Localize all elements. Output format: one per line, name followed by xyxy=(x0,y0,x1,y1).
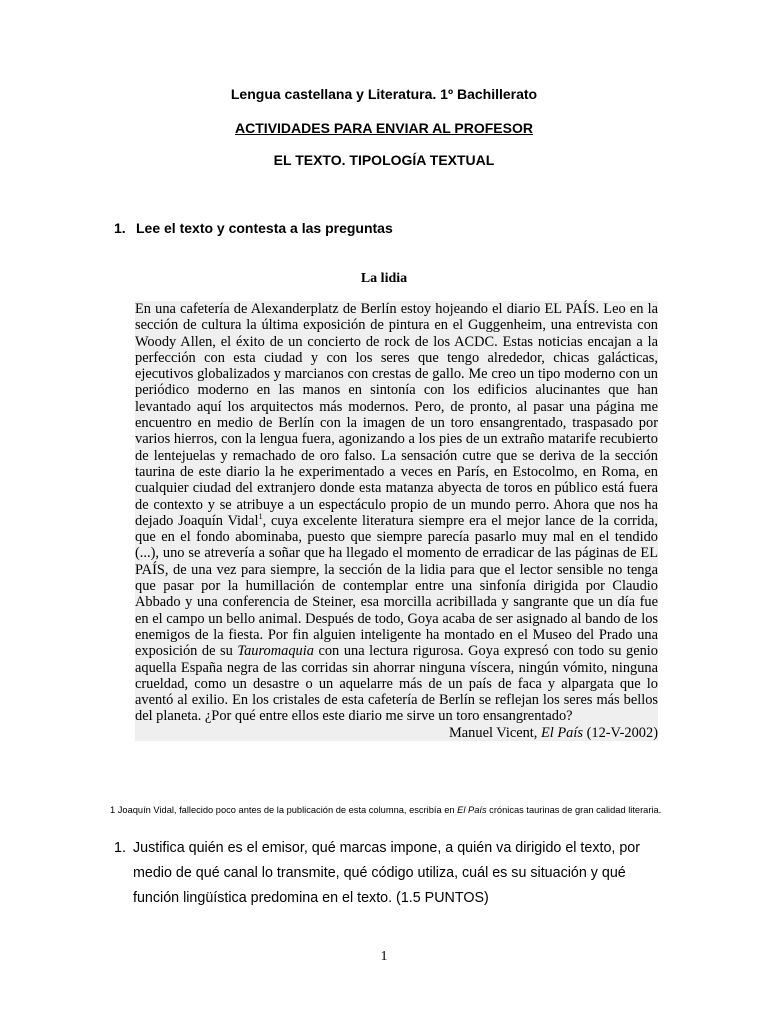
signature-date: (12-V-2002) xyxy=(582,724,658,741)
footnote xyxy=(110,804,690,817)
course-title: Lengua castellana y Literatura. 1º Bachillerato xyxy=(230,86,538,102)
question-1-prompt: Lee el texto y contesta a las preguntas xyxy=(136,220,393,236)
footnote-tail: crónicas taurinas de gran calidad literaria. xyxy=(486,805,662,815)
work-title: Tauromaquia xyxy=(237,643,314,660)
passage-part-2: , cuya excelente literatura siempre era el mejor lance de la corrida, que en el fondo abominaba, puesto que siempre parecía pasarlo muy mal en el tendido (...), uno se atrevería a soñar que ha llegado el momento de erradicar de las páginas de EL PAÍS, de una vez para siempre, la sección de la lidia para que el lector sensible no tenga que pasar por la humillación de contemplar entre una sinfonía dirigida por Claudio Abbado y una conferencia de Steiner, esa morcilla acribillada y sangrante que un día fue en el campo un bello animal. Después de todo, Goya acaba de ser asignado al bando de los enemigos de la fiesta. Por fin alguien inteligente ha montado en el Museo del Prado una exposición de su xyxy=(135,512,659,660)
signature-newspaper: El País xyxy=(541,724,583,741)
page-number: 1 xyxy=(380,949,388,964)
task-1-text: Justifica quién es el emisor, qué marcas impone, a quién va dirigido el texto, por medio de qué canal lo transmite, qué código utiliza, cuál es su situación y qué función lingüística predomina en el texto. (1.5 PUNTOS) xyxy=(133,840,641,906)
subject-heading: EL TEXTO. TIPOLOGÍA TEXTUAL xyxy=(273,152,495,168)
question-1 xyxy=(114,220,393,236)
signature xyxy=(135,725,658,741)
passage-body xyxy=(135,301,658,725)
passage-part-1: En una cafetería de Alexanderplatz de Berlín estoy hojeando el diario EL PAÍS. Leo en la sección de cultura la última exposición de pintura en el Guggenheim, una entrevista con Woody Allen, el éxito de un concierto de rock de los ACDC. Estas noticias encajan a la perfección con esta ciudad y con los seres que tengo alrededor, chicas galácticas, ejecutivos globalizados y marcianos con crestas de gallo. Me creo un tipo moderno con un periódico moderno en las manos en sintonía con los edificios alucinantes que han levantado aquí los arquitectos más modernos. Pero, de pronto, al pasar una página me encuentro en medio de Berlín con la imagen de un toro ensangrentado, traspasado por varios hierros, con la lengua fuera, agonizando a los pies de un extraño matarife recubierto de lentejuelas y remachado de oro falso. La sensación cutre que se deriva de la sección taurina de este diario la he experimentado a veces en París, en Estocolmo, en Roma, en cualquier ciudad del extranjero donde esta matanza abyecta de toros en público está fuera de contexto y se atribuye a un espectáculo propio de un mundo perro. Ahora que nos ha dejado Joaquín Vidal xyxy=(135,301,658,529)
reading-passage xyxy=(135,301,658,741)
task-1-number: 1. xyxy=(114,840,126,856)
footnote-lead: 1 Joaquín Vidal, fallecido poco antes de la publicación de esta columna, escribía en xyxy=(110,805,458,815)
text-title: La lidia xyxy=(360,271,408,286)
activities-heading: ACTIVIDADES PARA ENVIAR AL PROFESOR xyxy=(235,120,533,136)
signature-author: Manuel Vicent, xyxy=(449,724,541,741)
task-1 xyxy=(114,836,660,911)
question-1-number: 1. xyxy=(114,220,126,236)
footnote-reference: 1 xyxy=(258,512,263,522)
footnote-newspaper: El País xyxy=(457,805,487,815)
passage-part-3: con una lectura rigurosa. Goya expresó con todo su genio aquella España negra de las corridas sin ahorrar ninguna víscera, ningún vómito, ninguna crueldad, como un desastre o un aquelarre más de un país de faca y alpargata que lo aventó al exilio. En los cristales de esta cafetería de Berlín se reflejan los seres más bellos del planeta. ¿Por qué entre ellos este diario me sirve un toro ensangrentado? xyxy=(135,643,658,725)
